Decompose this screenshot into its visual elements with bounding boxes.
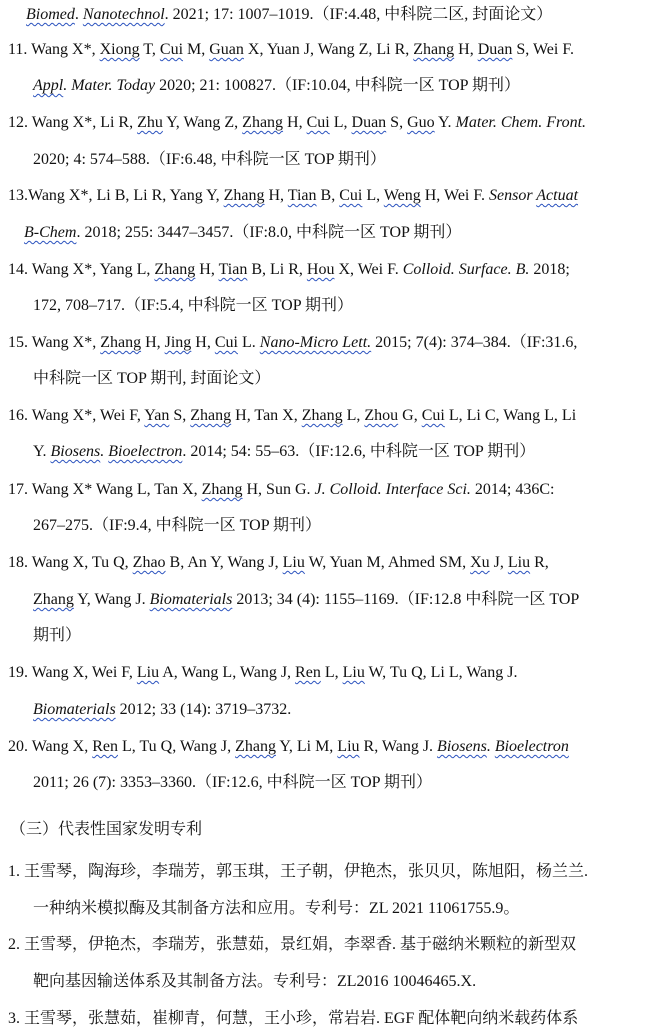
text-segment: Colloid. Surface. B. xyxy=(402,261,530,278)
text-segment: Biosens xyxy=(437,738,487,755)
text-segment: Yan xyxy=(144,407,170,424)
reference-line xyxy=(33,296,353,316)
text-segment: 2011; 26 (7): 3353–3360.（IF:12.6, 中科院一区 TOP 期刊） xyxy=(33,774,432,791)
text-segment: 17. Wang X* Wang L, Tan X, xyxy=(8,481,202,498)
text-segment: H, xyxy=(454,41,478,58)
text-segment: H, xyxy=(195,261,219,278)
text-segment: 2020; 4: 574–588.（IF:6.48, 中科院一区 TOP 期刊） xyxy=(33,151,386,168)
patent-line xyxy=(8,1009,578,1029)
text-segment: X, Yuan J, Wang Z, Li R, xyxy=(243,41,414,58)
text-segment: 2013; 34 (4): 1155–1169.（IF:12.8 中科院一区 TOP xyxy=(232,591,580,608)
reference-line xyxy=(33,700,291,720)
text-segment: . xyxy=(486,738,495,755)
text-segment: . 2014; 54: 55–63.（IF:12.6, 中科院一区 TOP 期刊） xyxy=(182,443,536,460)
text-segment: 2018; xyxy=(529,261,570,278)
text-segment: Nano-Micro Lett. xyxy=(259,334,372,351)
text-segment: 2014; 436C: xyxy=(470,481,555,498)
text-segment: . 2018; 255: 3447–3457.（IF:8.0, 中科院一区 TOP 期刊） xyxy=(76,224,462,241)
text-segment: W, Tu Q, Li L, Wang J. xyxy=(364,664,518,681)
text-segment: Y, Wang Z, xyxy=(162,114,243,131)
text-segment: 2015; 7(4): 374–384.（IF:31.6, xyxy=(371,334,578,351)
text-segment: 2012; 33 (14): 3719–3732. xyxy=(115,701,292,718)
reference-line xyxy=(33,590,579,610)
reference-line xyxy=(8,553,549,573)
text-segment: L, xyxy=(362,187,384,204)
text-segment: 13.Wang X*, Li B, Li R, Yang Y, xyxy=(8,187,224,204)
text-segment: Tian xyxy=(287,187,317,204)
text-segment: L, xyxy=(342,407,365,424)
text-segment: H, xyxy=(283,114,307,131)
reference-line xyxy=(8,260,570,280)
text-segment: 期刊） xyxy=(33,627,82,644)
text-segment: L, Tu Q, Wang J, xyxy=(117,738,236,755)
text-segment: Jing xyxy=(164,334,192,351)
text-segment: Ren xyxy=(295,664,321,681)
reference-line xyxy=(8,40,574,60)
text-segment: Biomaterials xyxy=(149,591,233,608)
text-segment: Cui xyxy=(214,334,238,351)
text-segment: X, Wei F. xyxy=(334,261,403,278)
text-segment: Biomed xyxy=(26,6,75,23)
reference-line xyxy=(33,773,432,793)
text-segment: Sensor xyxy=(488,187,537,204)
text-segment: M, xyxy=(183,41,210,58)
text-segment: S, Wei F. xyxy=(512,41,574,58)
text-segment: Mater. Chem. Front. xyxy=(455,114,587,131)
text-segment: Appl xyxy=(33,77,64,94)
text-segment: Biosens xyxy=(50,443,101,460)
reference-line xyxy=(33,369,270,389)
text-segment: R, Wang J. xyxy=(359,738,438,755)
text-segment: Zhang xyxy=(223,187,265,204)
text-segment: L, xyxy=(329,114,352,131)
text-segment: L. xyxy=(237,334,260,351)
text-segment: Liu xyxy=(282,554,305,571)
reference-line xyxy=(33,626,81,646)
text-segment: . xyxy=(100,443,109,460)
text-segment: S, xyxy=(386,114,408,131)
text-segment: A, Wang L, Wang J, xyxy=(159,664,296,681)
text-segment: Bioelectron xyxy=(494,738,569,755)
reference-line xyxy=(8,480,554,500)
reference-line xyxy=(8,113,586,133)
text-segment: Y, Wang J. xyxy=(73,591,150,608)
text-segment: R, xyxy=(530,554,549,571)
text-segment: L, xyxy=(320,664,343,681)
patent-line xyxy=(8,935,576,955)
text-segment: S, xyxy=(169,407,191,424)
text-segment: Y. xyxy=(434,114,456,131)
text-segment: Cui xyxy=(159,41,184,58)
text-segment: 267–275.（IF:9.4, 中科院一区 TOP 期刊） xyxy=(33,517,322,534)
text-segment: 靶向基因输送体系及其制备方法。专利号：ZL2016 10046465.X. xyxy=(33,973,477,990)
text-segment: 一种纳米模拟酶及其制备方法和应用。专利号：ZL 2021 11061755.9。 xyxy=(33,900,520,917)
text-segment: Zhu xyxy=(137,114,163,131)
text-segment: Y, Li M, xyxy=(275,738,338,755)
text-segment: Cui xyxy=(421,407,445,424)
text-segment: Bioelectron xyxy=(108,443,183,460)
reference-line xyxy=(8,663,518,683)
text-segment: 19. Wang X, Wei F, xyxy=(8,664,137,681)
text-segment: Liu xyxy=(507,554,531,571)
text-segment: Guo xyxy=(407,114,435,131)
text-segment: Zhou xyxy=(364,407,399,424)
text-segment: 15. Wang X*, xyxy=(8,334,101,351)
text-segment: 16. Wang X*, Wei F, xyxy=(8,407,145,424)
patent-line xyxy=(8,862,588,882)
reference-line xyxy=(33,150,386,170)
text-segment: W, Yuan M, Ahmed SM, xyxy=(304,554,471,571)
text-segment: Weng xyxy=(383,187,421,204)
reference-line xyxy=(8,737,569,757)
text-segment: 3. 王雪琴，张慧茹，崔柳青，何慧，王小珍，常岩岩. EGF 配体靶向纳米载药体系 xyxy=(8,1010,579,1027)
text-segment: Nanotechnol xyxy=(82,6,165,23)
text-segment: B, xyxy=(316,187,340,204)
text-segment: H, Wei F. xyxy=(420,187,489,204)
text-segment: Zhang xyxy=(201,481,243,498)
reference-line xyxy=(33,76,520,96)
text-segment: Duan xyxy=(351,114,387,131)
text-segment: Ren xyxy=(92,738,118,755)
text-segment: . 2021; 17: 1007–1019.（IF:4.48, 中科院二区, 封面论文） xyxy=(164,6,553,23)
text-segment: B-Chem xyxy=(24,224,77,241)
text-segment: Duan xyxy=(477,41,513,58)
text-segment: Actuat xyxy=(536,187,579,204)
patent-line xyxy=(33,899,519,919)
text-segment: Zhang xyxy=(154,261,196,278)
text-segment: Tian xyxy=(218,261,248,278)
reference-line xyxy=(8,406,576,426)
text-segment: Zhang xyxy=(242,114,284,131)
text-segment: 11. Wang X*, xyxy=(8,41,100,58)
text-segment: 14. Wang X*, Yang L, xyxy=(8,261,155,278)
text-segment: G, xyxy=(398,407,422,424)
reference-line xyxy=(33,442,535,462)
reference-line xyxy=(26,5,552,25)
text-segment: L, Li C, Wang L, Li xyxy=(444,407,577,424)
text-segment: 20. Wang X, xyxy=(8,738,93,755)
text-segment: T, xyxy=(139,41,160,58)
patent-line xyxy=(33,972,476,992)
text-segment: Liu xyxy=(136,664,160,681)
text-segment: . xyxy=(74,6,83,23)
text-segment: Y. xyxy=(33,443,51,460)
text-segment: 12. Wang X*, Li R, xyxy=(8,114,138,131)
text-segment: Zhang xyxy=(235,738,276,755)
text-segment: H, Sun G. xyxy=(242,481,315,498)
text-segment: H, xyxy=(141,334,165,351)
reference-line xyxy=(8,186,578,206)
text-segment: Zhang xyxy=(33,591,74,608)
text-segment: 2. 王雪琴，伊艳杰，李瑞芳，张慧茹，景红娟，李翠香. 基于磁纳米颗粒的新型双 xyxy=(8,936,577,953)
text-segment: Xu xyxy=(470,554,490,571)
text-segment: Biomaterials xyxy=(33,701,116,718)
text-segment: H, Tan X, xyxy=(231,407,302,424)
text-segment: 1. 王雪琴，陶海珍，李瑞芳，郭玉琪，王子朝，伊艳杰，张贝贝，陈旭阳，杨兰兰. xyxy=(8,863,589,880)
text-segment: Zhao xyxy=(132,554,166,571)
text-segment: Hou xyxy=(306,261,335,278)
reference-line xyxy=(8,333,577,353)
reference-line xyxy=(33,516,321,536)
text-segment: 18. Wang X, Tu Q, xyxy=(8,554,133,571)
text-segment: H, xyxy=(264,187,288,204)
section-heading: （三）代表性国家发明专利 xyxy=(10,821,203,838)
text-segment: 2020; 21: 100827.（IF:10.04, 中科院一区 TOP 期刊） xyxy=(155,77,520,94)
text-segment: Cui xyxy=(306,114,330,131)
text-segment: B, Li R, xyxy=(247,261,307,278)
text-segment: 172, 708–717.（IF:5.4, 中科院一区 TOP 期刊） xyxy=(33,297,354,314)
text-segment: B, An Y, Wang J, xyxy=(165,554,283,571)
text-segment: Zhang xyxy=(301,407,343,424)
text-segment: Zhang xyxy=(413,41,455,58)
text-segment: Liu xyxy=(342,664,365,681)
text-segment: Xiong xyxy=(99,41,140,58)
reference-line xyxy=(24,223,461,243)
text-segment: J. Colloid. Interface Sci. xyxy=(314,481,471,498)
text-segment: J, xyxy=(489,554,508,571)
text-segment: H, xyxy=(191,334,215,351)
text-segment: Cui xyxy=(339,187,363,204)
text-segment: 中科院一区 TOP 期刊, 封面论文） xyxy=(33,370,271,387)
text-segment: Zhang xyxy=(100,334,142,351)
text-segment: . Mater. Today xyxy=(63,77,156,94)
text-segment: Guan xyxy=(209,41,244,58)
text-segment: Liu xyxy=(337,738,360,755)
text-segment: Zhang xyxy=(190,407,232,424)
